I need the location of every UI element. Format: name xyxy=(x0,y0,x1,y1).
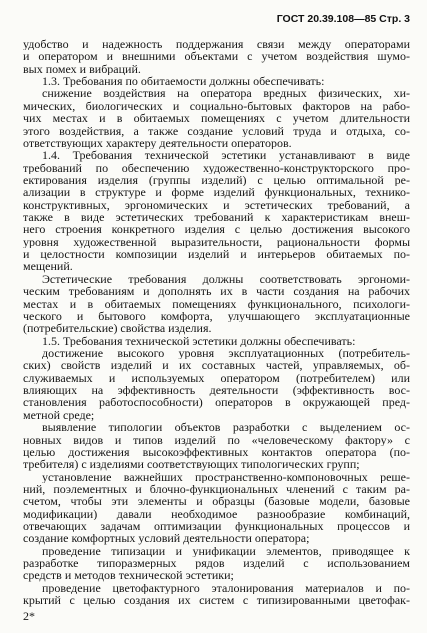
list-item xyxy=(23,582,410,607)
list-item xyxy=(23,545,410,582)
text-line: новных видов и типов изделий по «человеческому фактору» с xyxy=(23,433,410,446)
text-line: местах и в обитаемых помещениях функционального, психологи- xyxy=(23,297,410,310)
text-line: чих местах и в обитаемых помещениях с учетом длительности xyxy=(23,112,410,125)
paragraph xyxy=(23,273,410,335)
document-body xyxy=(23,38,410,607)
text-line: 1.5. Требования технической эстетики должны обеспечивать: xyxy=(42,334,356,347)
text-line: ектирования изделия (группы изделий) с целью оптимальной ре- xyxy=(23,173,410,187)
text-line: него строения конкретного изделия с целью достижения высокого xyxy=(23,223,410,236)
text-line: крытий с целью создания их систем с типизированными цветофак- xyxy=(23,594,410,607)
text-line: ний, поэлементных и блочно-функциональных членений с таким ра- xyxy=(23,482,410,496)
list-item xyxy=(23,471,410,545)
text-line: целью достижения высокоэффективных контактов оператора (по- xyxy=(23,445,410,459)
text-line: также в виде эстетических требований к характеристикам внеш- xyxy=(23,211,410,224)
section-heading-1-3 xyxy=(23,75,410,87)
text-line: метной среде; xyxy=(23,408,95,422)
text-line: уровня художественной выразительности, рациональности формы xyxy=(23,235,410,249)
text-line: служиваемых и используемых оператором (потребителем) или xyxy=(23,371,410,385)
page-header: ГОСТ 20.39.108—85 Стр. 3 xyxy=(276,13,410,25)
text-line: требований по обеспечению художественно-конструкторского про- xyxy=(23,161,410,174)
paragraph xyxy=(23,87,410,149)
text-line: требителя) с изделиями соответствующих типологических групп; xyxy=(23,458,360,471)
text-line: становления работоспособности) операторов в окружающей пред- xyxy=(23,396,410,409)
section-heading-1-5 xyxy=(23,335,410,347)
text-line: разработке типоразмерных рядов изделий с использованием xyxy=(23,557,410,570)
text-line: снижение воздействия на оператора вредных физических, хи- xyxy=(42,87,410,100)
text-line: ческого и бытового комфорта, улучшающего эксплуатационные xyxy=(23,309,410,323)
text-line: ческим требованиям и дополнять их в части создания на рабочих xyxy=(23,285,410,298)
text-line: ских) свойств изделий и их составных частей, управляемых, об- xyxy=(23,359,410,372)
text-line: средств и методов технической эстетики; xyxy=(23,569,234,582)
text-line: проведение цветофактурного эталонирования материалов и по- xyxy=(42,581,410,595)
text-line: конструктивных, эргономических и эстетических требований, а xyxy=(23,198,410,212)
text-line: удобство и надежность поддержания связи между операторами xyxy=(23,38,410,51)
text-line: и оператором и внешними объектами с учетом воздействия шумо- xyxy=(23,50,410,63)
text-line: и целостности композиции изделий и интерьеров обитаемых по- xyxy=(23,248,410,261)
section-1-4 xyxy=(23,149,410,273)
text-line: счетом, чтобы эти элементы и образцы (базовые модели, базовые xyxy=(23,495,410,508)
list-item xyxy=(23,347,410,421)
text-line: проведение типизации и унификации элементов, приводящее к xyxy=(42,544,410,558)
text-line: выявление типологии объектов разработки с выделением ос- xyxy=(42,421,410,434)
signature-mark: 2* xyxy=(23,609,35,623)
text-line: Эстетические требования должны соответствовать эргономи- xyxy=(42,272,410,286)
text-line: создание комфортных условий деятельности оператора; xyxy=(23,532,310,545)
text-line: мещений. xyxy=(23,260,73,273)
text-line: ответствующих характеру деятельности операторов. xyxy=(23,136,292,150)
text-line: влияющих на эффективность деятельности (эффективность вос- xyxy=(23,384,410,397)
text-line: ализации в структуре и форме изделий функциональных, технико- xyxy=(23,186,410,199)
text-line: 1.3. Требования по обитаемости должны обеспечивать: xyxy=(42,75,325,88)
paragraph xyxy=(23,38,410,75)
text-line: 1.4. Требования технической эстетики устанавливают в виде xyxy=(42,149,410,162)
text-line: (потребительские) свойства изделия. xyxy=(23,322,212,335)
text-line: вых помех и вибраций. xyxy=(23,62,141,76)
text-line: этого воздействия, а также создание условий труда и отдыха, со- xyxy=(23,124,410,137)
text-line: установление важнейших пространственно-компоновочных реше- xyxy=(42,470,410,483)
text-line: модификации) давали необходимое разнообразие комбинаций, xyxy=(23,507,410,521)
text-line: мических, биологических и социально-бытовых факторов на рабо- xyxy=(23,99,410,113)
text-line: отвечающих задачам оптимизации функциональных процессов и xyxy=(23,520,410,533)
list-item xyxy=(23,421,410,470)
text-line: достижение высокого уровня эксплуатационных (потребитель- xyxy=(42,346,410,360)
